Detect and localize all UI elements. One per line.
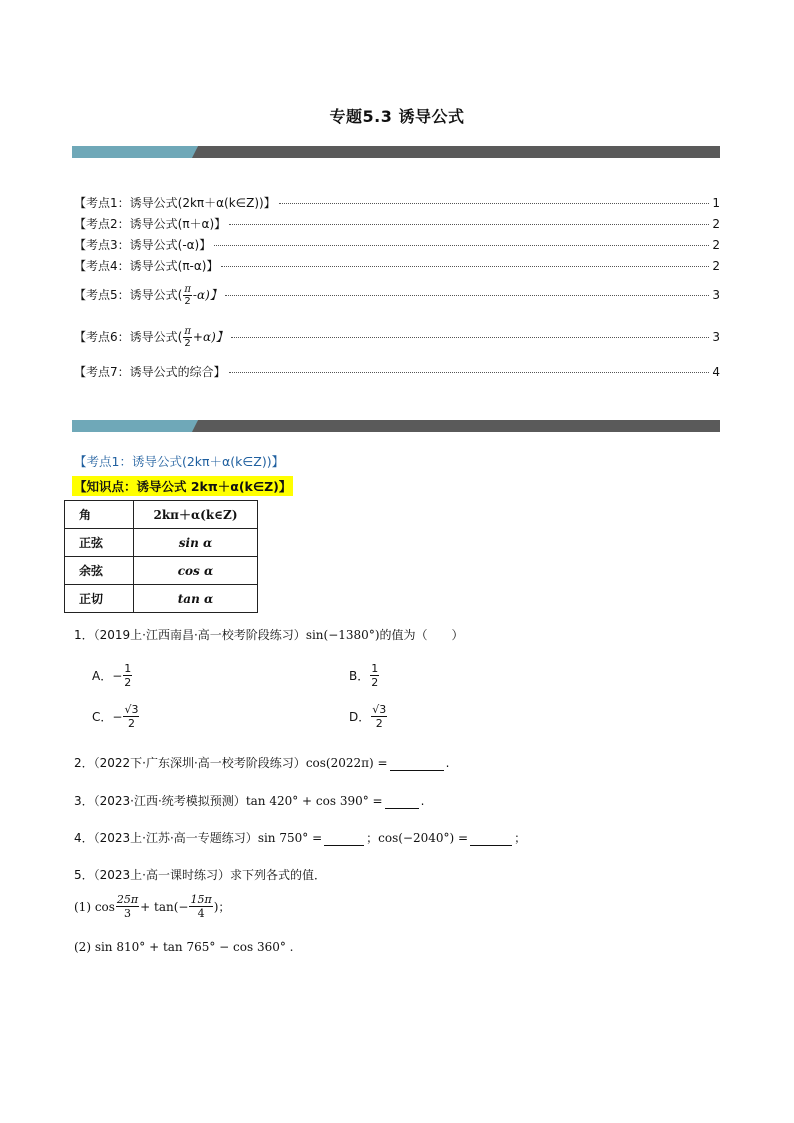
answer-blank[interactable] [385, 794, 419, 809]
question-expression: sin(−1380°) [305, 628, 380, 642]
toc-label: 【考点5：诱导公式( $\frac{\pi}{2}$ -α)】 [74, 284, 222, 307]
toc-page: 1 [712, 196, 720, 210]
option-b[interactable]: B． $\frac{1}{2}$ [349, 662, 379, 689]
toc-item-5[interactable] [74, 284, 720, 307]
option-d[interactable]: D． $\frac{√3}{2}$ [349, 703, 387, 730]
answer-blank[interactable] [324, 831, 364, 846]
question-5-part-1: (1) cos $\frac{25\pi}{3}$ + tan(− $\frac{15\pi}{4}$ )； [74, 893, 231, 920]
toc-item-1[interactable] [74, 194, 720, 211]
table-row [65, 585, 258, 613]
answer-blank[interactable] [390, 756, 444, 771]
toc-page: 3 [712, 288, 720, 302]
option-a[interactable]: A． − $\frac{1}{2}$ [92, 662, 132, 689]
option-c[interactable]: C． − $\frac{√3}{2}$ [92, 703, 139, 730]
table-cell: 正弦 [65, 529, 134, 557]
toc-item-7[interactable] [74, 363, 720, 380]
table-cell: sin α [134, 529, 258, 557]
toc-page: 2 [712, 259, 720, 273]
toc-item-3[interactable] [74, 236, 720, 253]
toc-label: 【考点4：诱导公式(π-α)】 [74, 259, 219, 273]
toc-label: 【考点3：诱导公式(-α)】 [74, 238, 212, 252]
table-cell: cos α [134, 557, 258, 585]
toc-label: 【考点7：诱导公式的综合】 [74, 365, 226, 379]
section-heading: 【考点1：诱导公式(2kπ＋α(k∈Z))】 [74, 454, 285, 469]
toc-label: 【考点6：诱导公式( $\frac{\pi}{2}$ +α)】 [74, 326, 228, 349]
question-4: 4．（2023上·江苏·高一专题练习）sin 750° = ；cos(−2040°) = ； [74, 831, 527, 845]
table-row [65, 557, 258, 585]
table-cell: 余弦 [65, 557, 134, 585]
table-row [65, 529, 258, 557]
page-title: 专题5.3 诱导公式 [329, 107, 465, 126]
table-cell: tan α [134, 585, 258, 613]
table-row [65, 501, 258, 529]
table-cell: 角 [65, 501, 134, 529]
table-cell: 正切 [65, 585, 134, 613]
divider-bar-section [72, 420, 720, 432]
toc-item-2[interactable] [74, 215, 720, 232]
question-3: 3．（2023·江西·统考模拟预测）tan 420° + cos 390° = . [74, 794, 425, 808]
toc-item-4[interactable] [74, 257, 720, 274]
table-cell: 2kπ＋α(k∈Z) [134, 501, 258, 529]
question-5: 5．（2023上·高一课时练习）求下列各式的值． [74, 868, 326, 882]
formula-table [64, 500, 258, 613]
question-2: 2．（2022下·广东深圳·高一校考阶段练习）cos(2022π) = . [74, 756, 450, 770]
toc-page: 2 [712, 217, 720, 231]
toc-page: 4 [712, 365, 720, 379]
divider-bar-top [72, 146, 720, 158]
toc-label: 【考点1：诱导公式(2kπ＋α(k∈Z))】 [74, 196, 276, 210]
toc-page: 3 [712, 330, 720, 344]
toc-item-6[interactable] [74, 326, 720, 349]
question-5-part-2: (2) sin 810° + tan 765° − cos 360° . [74, 940, 294, 954]
question-1: 1．（2019上·江西南昌·高一校考阶段练习）sin(−1380°)的值为（ ） [74, 628, 464, 642]
toc-label: 【考点2：诱导公式(π＋α)】 [74, 217, 227, 231]
knowledge-point-label: 【知识点：诱导公式 2kπ＋α(k∈Z)】 [72, 476, 293, 496]
answer-blank[interactable] [470, 831, 512, 846]
toc-page: 2 [712, 238, 720, 252]
